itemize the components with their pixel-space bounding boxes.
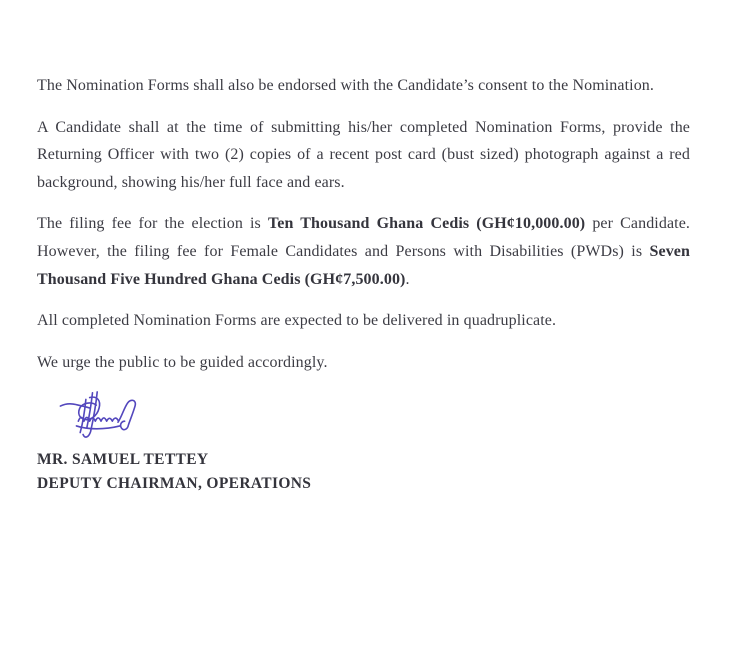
paragraph-line [37,238,690,266]
signatory-title: DEPUTY CHAIRMAN, OPERATIONS [37,474,312,492]
text-segment: Returning Officer with two (2) copies of a recent post card (bust sized) photograph against a red [37,146,690,164]
text-segment: background, showing his/her full face and ears. [37,173,345,191]
text-segment: per Candidate. [585,215,690,233]
paragraph-line [37,114,690,142]
paragraph [37,307,690,335]
paragraphs-container [37,72,690,376]
text-segment: However, the filing fee for Female Candidates and Persons with Disabilities (PWDs) is [37,242,650,260]
paragraph-line [37,141,690,169]
document-body [37,72,690,495]
paragraph [37,210,690,293]
paragraph-line [37,266,690,294]
text-segment: The Nomination Forms shall also be endorsed with the Candidate’s consent to the Nomination. [37,77,654,94]
paragraph-line [37,349,690,377]
text-segment: A Candidate shall at the time of submitting his/her completed Nomination Forms, provide the [37,118,690,136]
signatory-block [37,448,690,495]
bold-text-segment: Thousand Five Hundred Ghana Cedis (GH¢7,500.00) [37,270,406,288]
bold-text-segment: Ten Thousand Ghana Cedis (GH¢10,000.00) [267,215,586,233]
paragraph-line [37,72,690,100]
text-segment: All completed Nomination Forms are expected to be delivered in quadruplicate. [37,312,557,330]
text-segment: The filing fee for the election is [37,215,268,233]
paragraph-line [37,210,690,238]
paragraph [37,114,690,197]
signature-block [55,390,147,442]
paragraph [37,349,690,377]
text-segment: We urge the public to be guided accordingly. [37,353,328,371]
paragraph [37,72,690,100]
paragraph-line [37,169,690,197]
signature-ink-icon [55,390,147,442]
signatory-name: MR. SAMUEL TETTEY [37,451,209,469]
bold-text-segment: Seven [649,242,690,260]
text-segment: . [405,270,410,288]
paragraph-line [37,307,690,335]
